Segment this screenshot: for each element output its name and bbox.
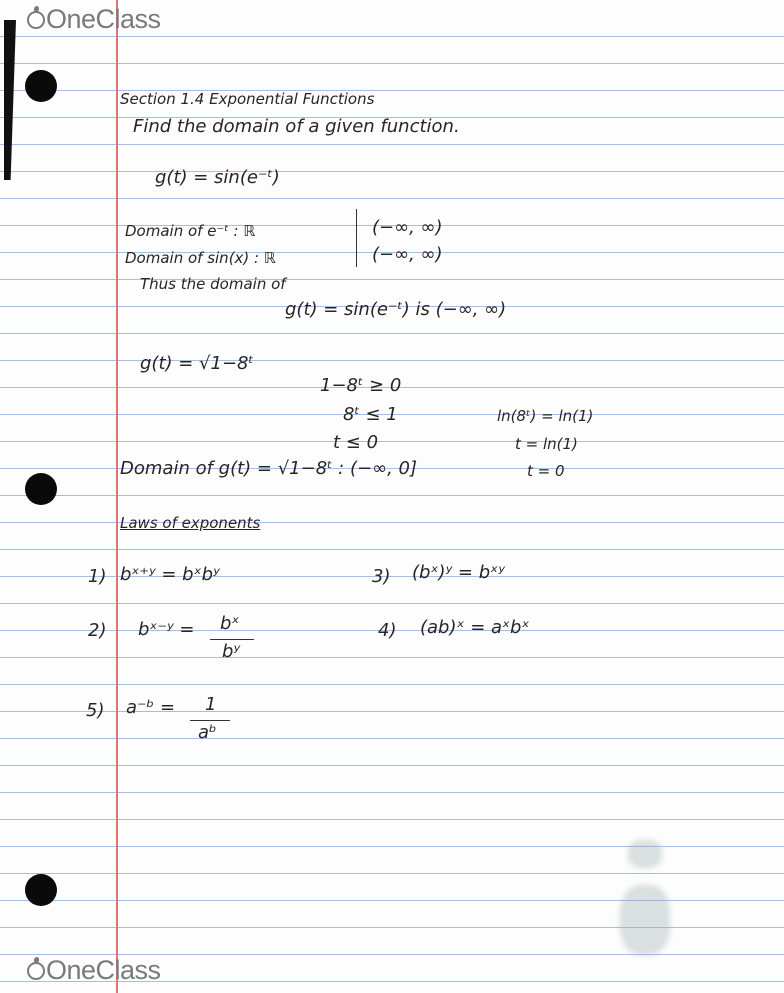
oneclass-logo-icon [27,962,45,980]
binder-hole-bottom [25,874,57,906]
oneclass-logo-icon [27,11,45,29]
law2-number: 2) [88,620,107,641]
law2-fraction-bar [210,639,254,640]
example1-function: g(t) = sin(e⁻ᵗ) [155,167,280,188]
brand-watermark-bottom: OneClass [27,955,161,986]
scan-edge-shadow [4,20,16,180]
example2-step1: 1−8ᵗ ≥ 0 [320,375,402,396]
subtitle: Find the domain of a given function. [133,116,460,137]
divider-bar [356,209,357,267]
law2-denominator: bʸ [222,641,241,662]
law4-number: 4) [378,620,397,641]
binder-hole-middle [25,473,57,505]
thus-line: Thus the domain of [140,275,286,293]
section-title: Section 1.4 Exponential Functions [120,90,375,108]
law1-number: 1) [88,566,107,587]
domain-sinx-label: Domain of sin(x) : ℝ [125,249,276,267]
law5-fraction-bar [190,720,230,721]
example2-step2: 8ᵗ ≤ 1 [343,404,398,425]
law3-number: 3) [372,566,391,587]
domain-et-label: Domain of e⁻ᵗ : ℝ [125,222,256,240]
law5-lhs: a⁻ᵇ = [126,697,176,718]
domain-et-interval: (−∞, ∞) [372,217,443,238]
example2-function: g(t) = √1−8ᵗ [140,353,254,374]
example1-conclusion: g(t) = sin(e⁻ᵗ) is (−∞, ∞) [285,299,507,320]
margin-line [116,0,118,993]
law5-numerator: 1 [205,694,217,715]
example2-step3: t ≤ 0 [333,432,379,453]
laws-heading: Laws of exponents [120,514,261,532]
law5-denominator: aᵇ [198,722,217,743]
paper-smudge [620,885,670,955]
domain-sinx-interval: (−∞, ∞) [372,244,443,265]
binder-hole-top [25,70,57,102]
law2-lhs: bˣ⁻ʸ = [138,619,195,640]
brand-watermark-top: OneClass [27,4,161,35]
example2-domain: Domain of g(t) = √1−8ᵗ : (−∞, 0] [120,458,417,479]
example2-side2: t = ln(1) [515,435,578,453]
law3-formula: (bˣ)ʸ = bˣʸ [412,562,505,583]
law1-formula: bˣ⁺ʸ = bˣbʸ [120,564,220,585]
law5-number: 5) [86,700,105,721]
law2-numerator: bˣ [220,613,240,634]
paper-smudge [628,840,662,868]
example2-side1: ln(8ᵗ) = ln(1) [497,407,594,425]
example2-side3: t = 0 [527,462,565,480]
law4-formula: (ab)ˣ = aˣbˣ [420,617,530,638]
